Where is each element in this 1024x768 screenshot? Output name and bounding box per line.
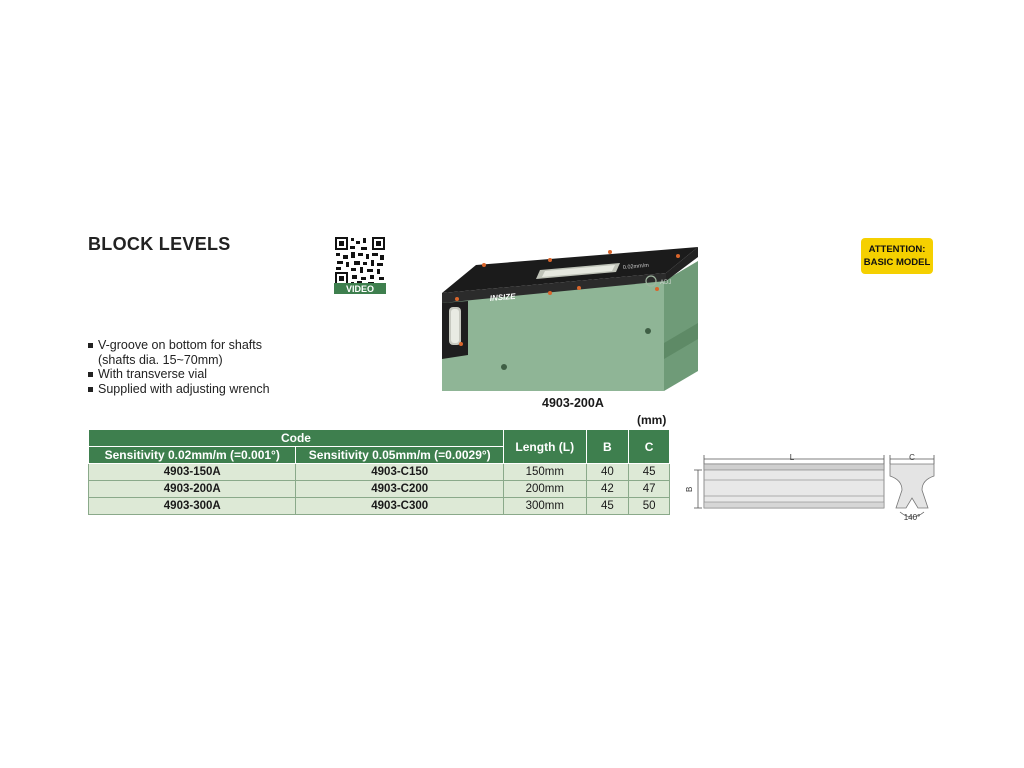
header-sensitivity-1: Sensitivity 0.02mm/m (=0.001°) [89,447,296,464]
table-row [89,498,670,515]
header-code: Code [89,430,504,447]
header-b: B [586,430,629,464]
adj-label: ADJ [660,280,672,286]
cell-c: 45 [629,464,670,481]
cell-code-2: 4903-C150 [296,464,503,481]
cell-length: 200mm [503,481,586,498]
cell-code-1: 4903-300A [89,498,296,515]
table-row [89,464,670,481]
cell-code-1: 4903-200A [89,481,296,498]
cell-length: 150mm [503,464,586,481]
attention-badge [861,238,933,274]
feature-continuation: (shafts dia. 15~70mm) [98,352,223,367]
block-level-product-image [438,243,700,391]
feature-text: V-groove on bottom for shafts [98,338,262,352]
page-title: BLOCK LEVELS [88,234,231,254]
feature-text: With transverse vial [98,367,208,381]
cell-b: 45 [586,498,629,515]
spec-table [88,429,670,515]
badge-line-2: BASIC MODEL [863,257,931,268]
badge-line-1: ATTENTION: [868,244,926,255]
qr-video-label: VIDEO [345,284,375,294]
unit-label: (mm) [637,413,667,427]
table-row [89,481,670,498]
cell-c: 50 [629,498,670,515]
cell-code-2: 4903-C300 [296,498,503,515]
dim-label-b: B [685,486,694,492]
cell-code-1: 4903-150A [89,464,296,481]
vial-marking: 0.02mm/m [622,262,650,271]
cell-b: 40 [586,464,629,481]
feature-list [88,338,270,396]
header-length: Length (L) [503,430,586,464]
feature-item [88,382,270,397]
feature-text: Supplied with adjusting wrench [98,381,270,396]
feature-item [88,367,270,382]
product-caption: 4903-200A [542,396,604,410]
feature-item [88,338,270,353]
cell-length: 300mm [503,498,586,515]
brand-logo: INSIZE [489,291,516,303]
dim-label-l: L [789,453,795,462]
cell-code-2: 4903-C200 [296,481,503,498]
cell-b: 42 [586,481,629,498]
qr-code-video-icon[interactable] [334,236,386,294]
dimension-diagram [686,450,941,525]
header-sensitivity-2: Sensitivity 0.05mm/m (=0.0029°) [296,447,503,464]
header-c: C [629,430,670,464]
dim-label-c: C [909,453,915,462]
dim-label-angle: 140° [903,513,921,522]
cell-c: 47 [629,481,670,498]
